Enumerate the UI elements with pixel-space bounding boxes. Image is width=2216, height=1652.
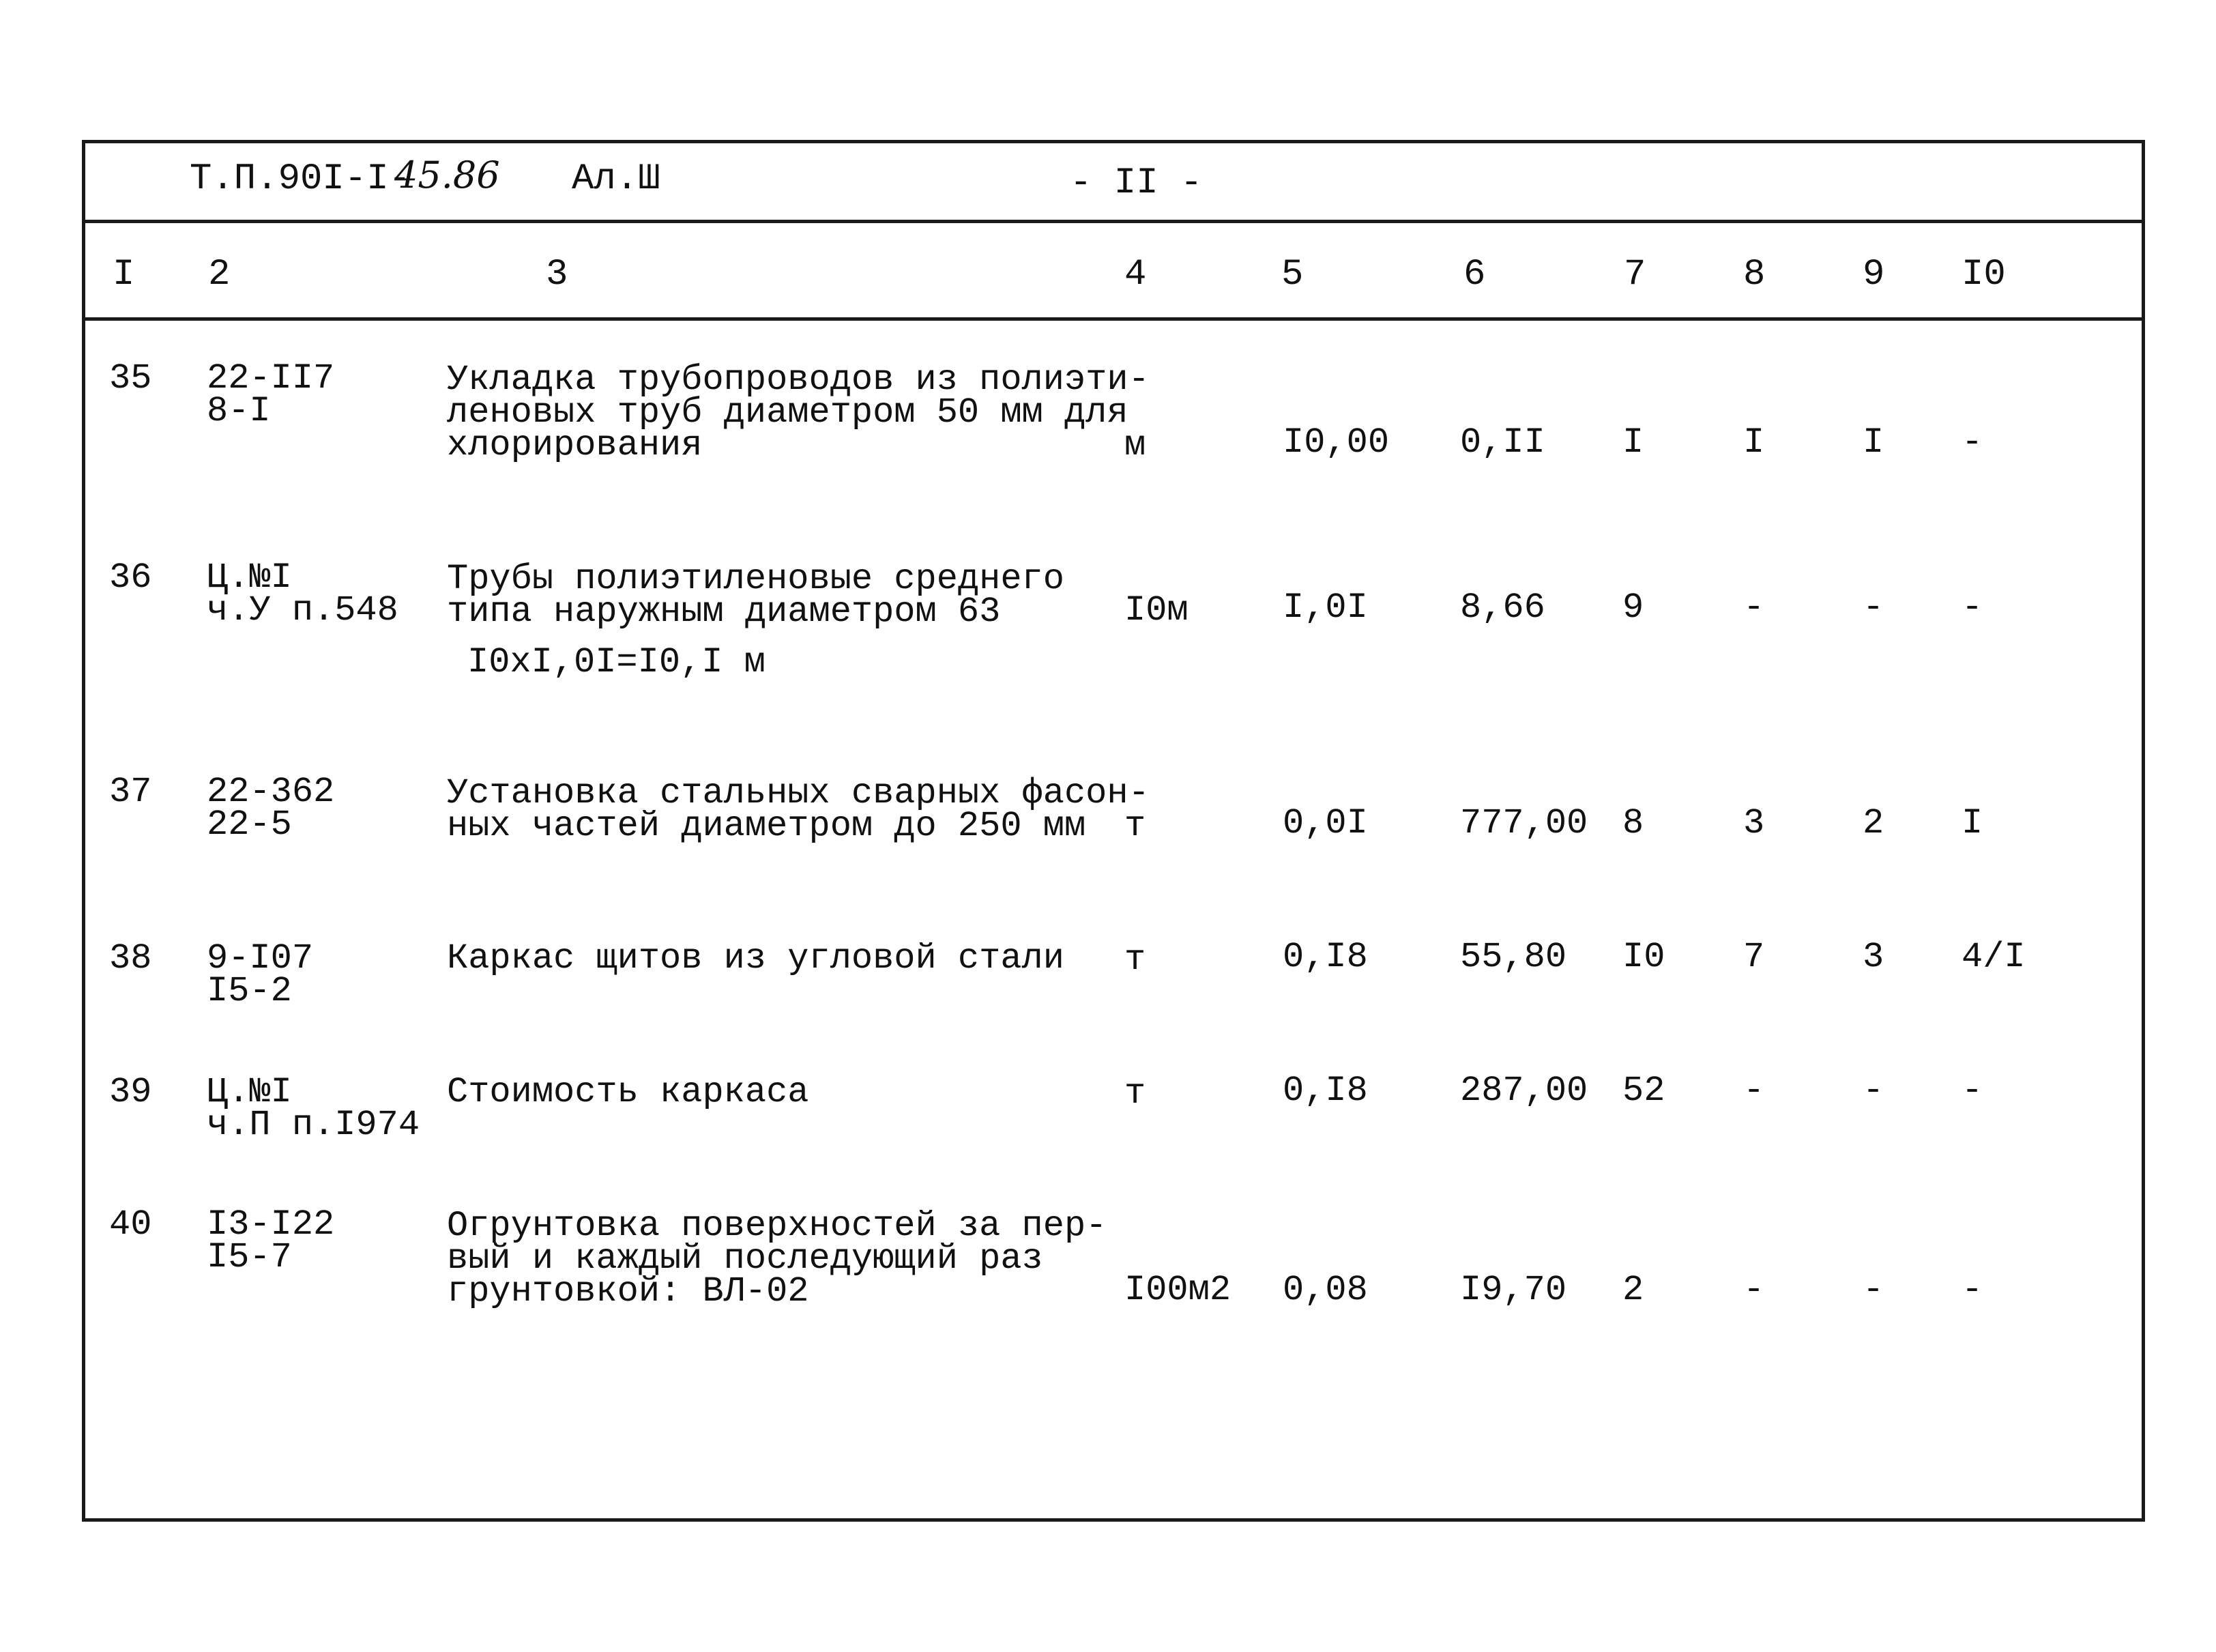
row-number: 36	[109, 557, 152, 598]
page-number: - II -	[1070, 162, 1203, 204]
quantity: 0,08	[1283, 1270, 1368, 1310]
album-label: Ал.Ш	[572, 158, 660, 200]
quantity: I0,00	[1283, 422, 1390, 463]
col9-value: 2	[1863, 803, 1884, 843]
col10-value: -	[1962, 1270, 1983, 1310]
norm-code: 9-I07	[207, 938, 314, 979]
col7-value: I	[1622, 422, 1644, 463]
unit-price: 287,00	[1460, 1071, 1588, 1111]
doc-code-handwritten: 45.86	[394, 154, 500, 197]
work-description: леновых труб диаметром 50 мм для	[447, 392, 1128, 433]
norm-code: I5-7	[207, 1237, 292, 1277]
col9-value: -	[1863, 1270, 1884, 1310]
row-number: 38	[109, 938, 152, 979]
col8-value: 7	[1743, 937, 1765, 977]
unit-price: 777,00	[1460, 803, 1588, 843]
norm-code: I5-2	[207, 971, 292, 1011]
column-header-4: 4	[1124, 254, 1147, 295]
row-number: 40	[109, 1204, 152, 1245]
col9-value: -	[1863, 1071, 1884, 1111]
col9-value: -	[1863, 588, 1884, 628]
page-frame	[82, 140, 2145, 1522]
col7-value: 9	[1622, 588, 1644, 628]
unit-price: 8,66	[1460, 588, 1545, 628]
work-description: Огрунтовка поверхностей за пер-	[447, 1206, 1107, 1246]
quantity: 0,0I	[1283, 803, 1368, 843]
unit: I0м	[1124, 590, 1189, 631]
column-header-2: 2	[208, 254, 231, 295]
column-header-5: 5	[1281, 254, 1304, 295]
col8-value: 3	[1743, 803, 1765, 843]
norm-code: Ц.№I	[207, 1072, 292, 1112]
column-header-3: 3	[546, 254, 568, 295]
col8-value: -	[1743, 588, 1765, 628]
work-description: Трубы полиэтиленовые среднего	[447, 559, 1064, 599]
work-description: Установка стальных сварных фасон-	[447, 773, 1150, 813]
col10-value: -	[1962, 422, 1983, 463]
work-description: Укладка трубопроводов из полиэти-	[447, 360, 1150, 400]
unit-price: I9,70	[1460, 1270, 1567, 1310]
col7-value: 2	[1622, 1270, 1644, 1310]
column-header-10: I0	[1962, 254, 2006, 295]
header-divider	[82, 220, 2145, 223]
unit-price: 55,80	[1460, 937, 1567, 977]
norm-code: Ц.№I	[207, 557, 292, 598]
doc-code: Т.П.90I-I-	[190, 158, 411, 200]
unit-price: 0,II	[1460, 422, 1545, 463]
unit: I00м2	[1124, 1270, 1231, 1310]
col7-value: 8	[1622, 803, 1644, 843]
col9-value: I	[1863, 422, 1884, 463]
col10-value: -	[1962, 1071, 1983, 1111]
norm-code: ч.П п.I974	[207, 1105, 420, 1145]
norm-code: 22-II7	[207, 358, 335, 398]
unit: м	[1124, 425, 1146, 465]
calculation-note: I0xI,0I=I0,I м	[467, 642, 766, 682]
column-header-1: I	[113, 254, 135, 295]
quantity: I,0I	[1283, 588, 1368, 628]
col7-value: I0	[1622, 937, 1665, 977]
work-description: Стоимость каркаса	[447, 1072, 809, 1112]
unit: т	[1124, 1073, 1146, 1114]
work-description: хлорирования	[447, 425, 703, 465]
work-description: грунтовкой: ВЛ-02	[447, 1271, 809, 1312]
norm-code: 22-362	[207, 772, 335, 812]
column-header-8: 8	[1743, 254, 1766, 295]
work-description: вый и каждый последующий раз	[447, 1238, 1043, 1279]
col10-value: 4/I	[1962, 937, 2026, 977]
columns-divider	[82, 317, 2145, 321]
unit: т	[1124, 940, 1146, 980]
quantity: 0,I8	[1283, 1071, 1368, 1111]
unit: т	[1124, 806, 1146, 846]
row-number: 35	[109, 358, 152, 398]
norm-code: I3-I22	[207, 1204, 335, 1245]
work-description: типа наружным диаметром 63	[447, 592, 1001, 632]
norm-code: 22-5	[207, 805, 292, 845]
work-description: ных частей диаметром до 250 мм	[447, 806, 1086, 846]
col8-value: -	[1743, 1270, 1765, 1310]
column-header-9: 9	[1863, 254, 1885, 295]
norm-code: ч.У п.548	[207, 590, 398, 631]
norm-code: 8-I	[207, 391, 271, 431]
col10-value: -	[1962, 588, 1983, 628]
col7-value: 52	[1622, 1071, 1665, 1111]
quantity: 0,I8	[1283, 937, 1368, 977]
work-description: Каркас щитов из угловой стали	[447, 938, 1064, 979]
row-number: 39	[109, 1072, 152, 1112]
column-header-6: 6	[1463, 254, 1486, 295]
col8-value: I	[1743, 422, 1765, 463]
col9-value: 3	[1863, 937, 1884, 977]
col10-value: I	[1962, 803, 1983, 843]
column-header-7: 7	[1624, 254, 1646, 295]
col8-value: -	[1743, 1071, 1765, 1111]
row-number: 37	[109, 772, 152, 812]
